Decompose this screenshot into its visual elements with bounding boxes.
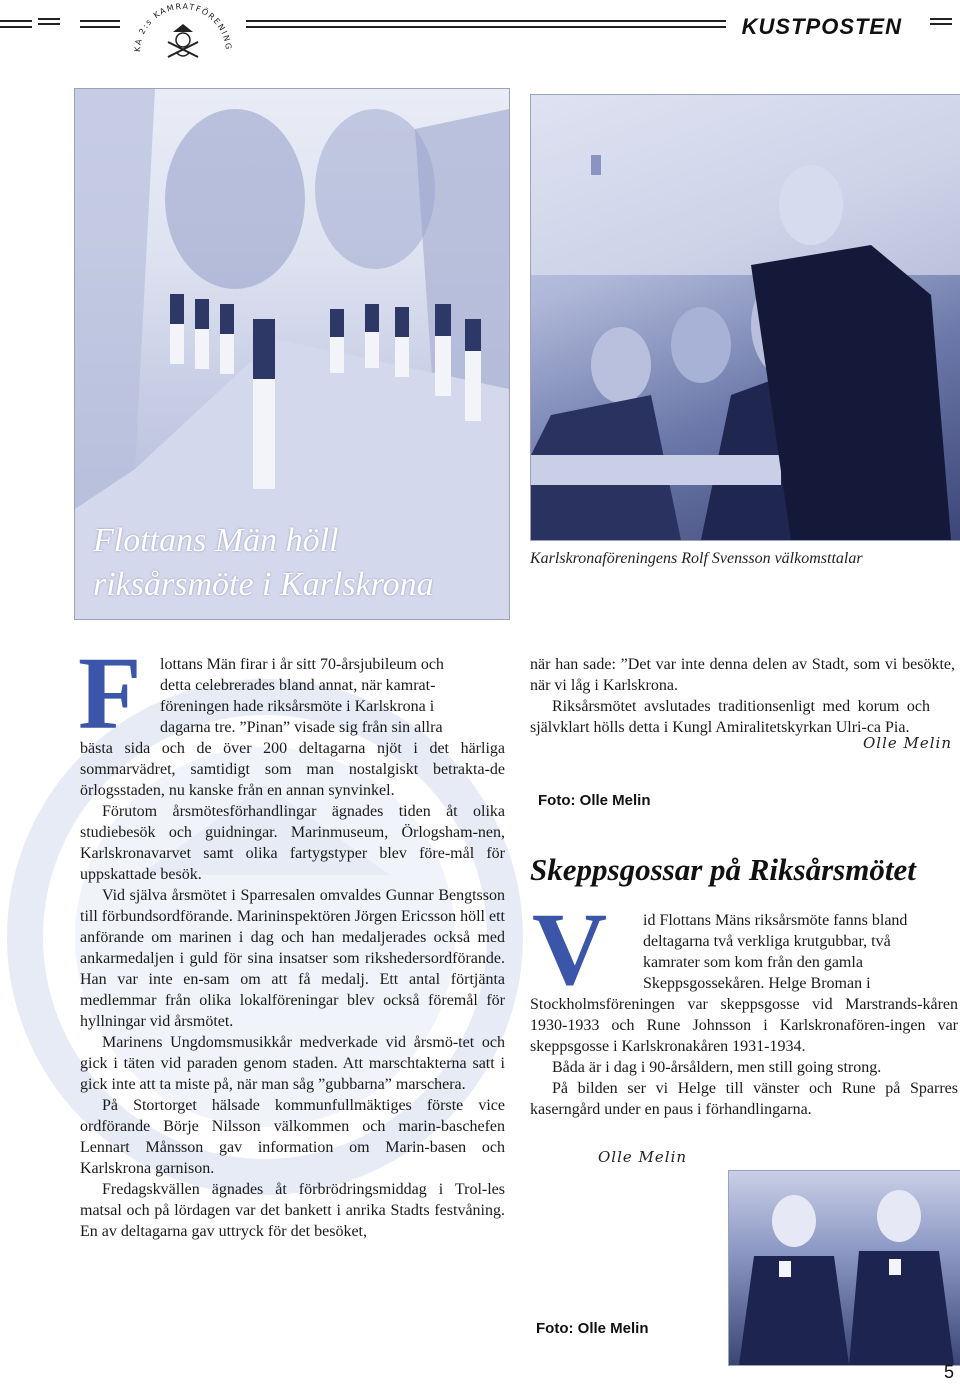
article2-paragraph-3: På bilden ser vi Helge till vänster och Rune på Sparres kaserngård under en paus i förhandlingarna. [530,1080,958,1118]
header-rule-left [80,20,120,22]
article2-photo-credit: Foto: Olle Melin [536,1320,649,1337]
lead-line-2: detta celebrerades bland annat, när kamrat- [160,677,436,694]
article1-paragraph-6: Fredagskvällen ägnades åt förbrödringsmiddag i Trol-les matsal och på lördagen var det bankett i anrika Stadts festvåning. En av deltagarna gav uttryck för det besöket, [80,1181,505,1240]
header-rule-left-2 [80,26,120,28]
article2-lead-line-1: id Flottans Mäns riksårsmöte fanns bland [643,912,908,929]
lead-line-1: lottans Män firar i år sitt 70-årsjubileum och [160,656,444,673]
article1-paragraph-2: Förutom årsmötesförhandlingar ägnades tiden åt olika studiebesök och guidningar. Marinmuseum, Örlogsham-nen, Karlskronavarvet samt olika fartygstyper blev före-mål för uppskattade besök. [80,803,505,883]
club-emblem-logo [128,2,238,72]
article1-paragraph-7: när han sade: ”Det var inte denna delen av Stadt, som vi besökte, när vi låg i Karlskrona. [530,656,955,694]
lead-line-4: dagarna tre. ”Pinan” visade sig från sin allra [160,719,443,736]
article1-body-left [80,738,505,1242]
dropcap-f: F [78,636,142,751]
overlay-title-line-1: Flottans Män höll [93,522,339,559]
article2-signature: Olle Melin [598,1148,688,1166]
article1-body-right [530,654,955,738]
article2-lead-line-3: kamrater som kom från den gamla [643,954,863,971]
header-rule-left-outer-2 [0,26,32,28]
article2-paragraph-1-rest: Stockholmsföreningen var skeppsgosse vid Marstrands-kåren 1930-1933 och Rune Johnsson i Karlskronafören-ingen var skeppsgosse i Karlskronakåren 1931-1934. [530,996,958,1055]
article2-title: Skeppsgossar på Riksårsmötet [530,852,916,887]
article1-paragraph-8: Riksårsmötet avslutades traditionsenligt med korum och självklart hölls detta i Kungl Amiralitetskyrkan Ulri-ca Pia. [530,698,930,736]
article1-photo-credit: Foto: Olle Melin [538,792,651,809]
photo-overlay-title [93,519,434,607]
article1-paragraph-5: På Stortorget hälsade kommunfullmäktiges förste vice ordförande Börje Nilsson välkommen och marin-baschefen Lennart Månsson gav information om Marin-basen och Karlskrona garnison. [80,1097,505,1177]
lead-line-3: föreningen hade riksårsmöte i Karlskrona i [160,698,435,715]
header-rule-left-outer [0,20,32,22]
article2-paragraph-2: Båda är i dag i 90-årsåldern, men still going strong. [552,1059,882,1076]
article2-lead-line-2: deltagarna två verkliga krutgubbar, två [643,933,891,950]
dropcap-v: V [532,892,608,1007]
speaker-photo [530,94,960,541]
article1-lead [160,654,505,738]
overlay-title-line-2: riksårsmöte i Karlskrona [93,566,434,603]
menu-lines-icon-right [930,18,952,30]
photo-caption: Karlskronaföreningens Rolf Svensson välkomsttalar [530,550,863,567]
page-number: 5 [943,1362,954,1382]
article2-lead-line-4: Skeppsgossekåren. Helge Broman i [643,975,871,992]
article1-paragraph-3: Vid själva årsmötet i Sparresalen omvaldes Gunnar Bengtsson till förbundsordförande. Marininspektören Jörgen Ericsson höll ett anförande om marinen i dag och han medaljerades också med ankarmedaljen i guld för sina insatser som rikshedersordförande. Han var inte en-sam om att få medalj. Ett antal förtjänta medlemmar från olika lokalföreningar blev också föremål för hyllningar vid årsmötet. [80,887,505,1030]
header-rule-right-2 [246,26,726,28]
magazine-title: KUSTPOSTEN [741,14,902,39]
parade-photo [74,88,510,620]
menu-lines-icon-left [38,18,60,30]
skeppsgossar-photo [728,1170,960,1366]
article1-paragraph-4: Marinens Ungdomsmusikkår medverkade vid årsmö-tet och gick i täten vid paraden genom staden. Att marschtakterna satt i gick inte att ta miste på, när man såg ”gubbarna” marschera. [80,1034,505,1093]
article1-paragraph-1-rest: bästa sida och de över 200 deltagarna njöt i det härliga sommarvädret, samtidigt som man nostalgiskt betrakta-de örlogsstaden, nu kanske från en annan synvinkel. [80,740,505,799]
article2-lead [643,910,958,994]
article2-body [530,994,958,1120]
article1-signature: Olle Melin [862,734,952,752]
header-rule-right [246,20,726,22]
logo-text: KA 2:s KAMRATFÖRENING [132,2,234,53]
